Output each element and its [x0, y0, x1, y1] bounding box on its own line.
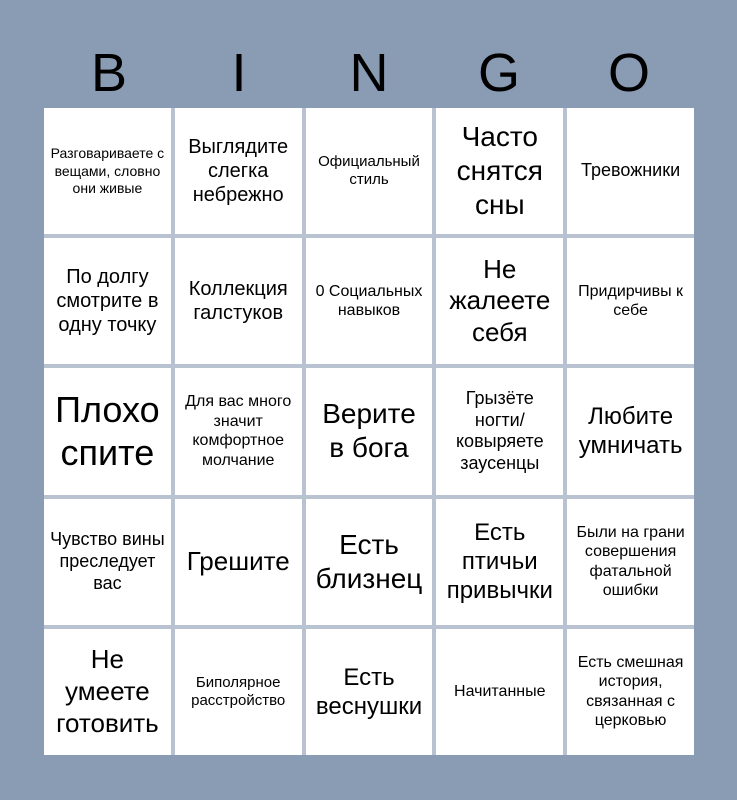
header-letter-i: I [231, 43, 247, 103]
bingo-cell[interactable]: Грешите [175, 499, 302, 625]
bingo-cell[interactable]: Верите в бога [306, 368, 433, 494]
bingo-cell[interactable]: Официальный стиль [306, 108, 433, 234]
bingo-cell[interactable]: Выглядите слегка небрежно [175, 108, 302, 234]
bingo-cell[interactable]: Чувство вины преследует вас [44, 499, 171, 625]
bingo-cell[interactable]: Начитанные [436, 629, 563, 755]
bingo-cell[interactable]: Любите умничать [567, 368, 694, 494]
bingo-cell[interactable]: Есть смешная история, связанная с церковью [567, 629, 694, 755]
bingo-cell[interactable]: Тревожники [567, 108, 694, 234]
bingo-board [44, 108, 694, 755]
bingo-cell[interactable]: Есть веснушки [306, 629, 433, 755]
bingo-cell[interactable]: Плохо спите [44, 368, 171, 494]
bingo-cell[interactable]: Коллекция галстуков [175, 238, 302, 364]
header-letter-g: G [477, 43, 520, 103]
bingo-header [44, 42, 694, 104]
header-letter-b: B [90, 43, 128, 103]
bingo-cell[interactable]: Грызёте ногти/ковыряете заусенцы [436, 368, 563, 494]
bingo-cell[interactable]: Для вас много значит комфортное молчание [175, 368, 302, 494]
header-letter-n: N [349, 43, 389, 103]
bingo-cell[interactable]: По долгу смотрите в одну точку [44, 238, 171, 364]
bingo-cell[interactable]: Были на грани совершения фатальной ошибки [567, 499, 694, 625]
bingo-cell[interactable]: Есть близнец [306, 499, 433, 625]
bingo-cell[interactable]: Биполярное расстройство [175, 629, 302, 755]
bingo-cell[interactable]: Не жалеете себя [436, 238, 563, 364]
header-letter-o: O [607, 43, 650, 103]
bingo-cell[interactable]: Разговариваете с вещами, словно они живые [44, 108, 171, 234]
bingo-cell[interactable]: 0 Социальных навыков [306, 238, 433, 364]
bingo-cell[interactable]: Часто снятся сны [436, 108, 563, 234]
bingo-cell[interactable]: Не умеете готовить [44, 629, 171, 755]
bingo-cell[interactable]: Есть птичьи привычки [436, 499, 563, 625]
bingo-cell[interactable]: Придирчивы к себе [567, 238, 694, 364]
